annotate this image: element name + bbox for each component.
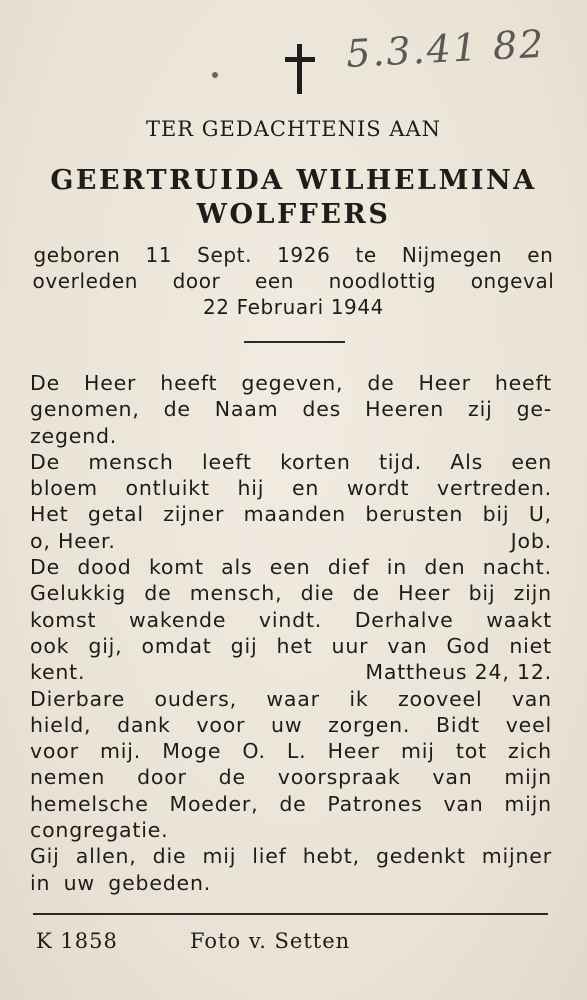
verse-line (30, 764, 552, 790)
verse-word: lief (252, 844, 287, 869)
birth-line (34, 242, 554, 268)
verse-line (30, 633, 552, 659)
verse-word: mensch (88, 449, 174, 474)
verse-word: gij (230, 633, 258, 658)
verse-word: genomen, (30, 397, 140, 422)
verse-word: mij (202, 844, 237, 869)
verse-word: Heer (84, 371, 137, 395)
verse-line (30, 396, 552, 422)
verse-word: ontluikt (125, 476, 210, 501)
verse-word: nemen (30, 765, 106, 790)
verse-word: mensch, (189, 581, 283, 606)
verse-word: de (352, 581, 380, 606)
verse-word: bij (468, 581, 496, 606)
verse-word: mijner (481, 844, 552, 869)
handwritten-date: 5.3.41 82 (345, 21, 547, 76)
verse-word: Moge (162, 739, 222, 764)
verse-line (30, 659, 552, 685)
verse-word: maanden (243, 502, 346, 527)
verse-line (30, 423, 552, 449)
verse-word: hield, (30, 712, 92, 737)
verse-word: zijn (513, 581, 552, 606)
verse-word: Bidt (435, 712, 480, 737)
verse-word: Heer (418, 371, 471, 395)
verse-word: tot (455, 739, 487, 764)
verse-word: zegend. (30, 423, 118, 448)
verse-line (30, 501, 552, 527)
verse-word: vertreden. (437, 476, 552, 501)
photo-credit: Foto v. Setten (190, 929, 351, 953)
verse-word: des (302, 397, 342, 422)
verse-word: voor (30, 739, 79, 764)
footer-rule (33, 913, 548, 915)
verse-word: Gelukkig (30, 581, 127, 606)
verse-word: korten (280, 449, 351, 474)
verse-word: mijn (504, 791, 552, 816)
verse-word: Derhalve (354, 607, 454, 632)
verse-word: van (432, 765, 473, 790)
verse-word: hemelsche (30, 791, 149, 816)
verse-word: ik (349, 686, 369, 711)
verse-word: dood (77, 555, 132, 580)
birth-word: ongeval (470, 269, 555, 293)
verse-word: zij (468, 397, 493, 422)
verse-word: die (300, 581, 335, 606)
birth-word: overleden (32, 269, 139, 293)
verse-word: komst (30, 607, 97, 632)
verse-word: Het (30, 502, 69, 527)
birth-line: 22 Februari 1944 (202, 295, 384, 319)
verse-word: de (367, 371, 395, 395)
birth-word: geboren (33, 243, 121, 267)
verse-word: mijn (504, 765, 552, 790)
verse-line (30, 528, 552, 554)
verse-word: die (152, 844, 187, 869)
verse-line (30, 843, 552, 869)
verse-word: de (279, 791, 307, 816)
verse-word: O. (242, 739, 266, 764)
birth-word: en (527, 243, 554, 267)
verse-word: ouders, (154, 686, 237, 711)
verse-word: bloem (30, 476, 98, 501)
verse-word: niet (509, 633, 552, 658)
verse-line (30, 817, 552, 843)
verse-segment: o, Heer. (30, 528, 116, 553)
verse-word: zooveel (397, 686, 483, 711)
verse-word: vindt. (258, 607, 323, 632)
verse-word: ook (30, 633, 70, 658)
verse-word: gedenkt (375, 844, 466, 869)
verse-line (30, 686, 552, 712)
verse-word: De (30, 555, 60, 580)
verse-word: van (511, 686, 552, 711)
verse-segment: Mattheus 24, 12. (365, 660, 552, 685)
verse-word: mij (401, 739, 435, 764)
verse-word: het (276, 633, 313, 658)
verse-word: Moeder, (169, 791, 259, 816)
card-number: K 1858 (36, 929, 118, 953)
verse-word: uw (63, 870, 103, 895)
verse-word: de (163, 397, 191, 422)
verse-segment: Job. (510, 528, 552, 553)
verse-word: komt (148, 555, 204, 580)
verse-word: gegeven, (241, 371, 344, 395)
verse-word: een (269, 555, 311, 580)
verse-word: allen, (75, 844, 137, 869)
verse-word: nacht. (482, 555, 552, 580)
birth-word: te (355, 243, 377, 267)
verse-word: wordt (346, 476, 410, 501)
verse-word: van (387, 633, 428, 658)
verse-word: uw (271, 712, 303, 737)
heading: TER GEDACHTENIS AAN (145, 117, 442, 141)
verse-word: De (30, 449, 60, 474)
verse-word: hij (237, 476, 265, 501)
verse-line (30, 738, 552, 764)
verse-word: Dierbare (30, 686, 126, 711)
verse-word: dief (327, 555, 370, 580)
cross-icon (282, 44, 318, 94)
birth-word: Nijmegen (401, 243, 503, 267)
verse-word: ge- (516, 397, 552, 422)
birth-word: noodlottig (328, 269, 437, 293)
verse-word: Patrones (327, 791, 423, 816)
verse-word: zorgen. (328, 712, 411, 737)
verse-line (30, 370, 552, 396)
verse-word: de (218, 765, 246, 790)
verse-word: bij (482, 502, 510, 527)
verse-word: in (30, 870, 58, 895)
verse-word: De (30, 371, 60, 395)
verse-word: Heeren (365, 397, 445, 422)
verse-word: heeft (494, 371, 552, 395)
verse-word: leeft (201, 449, 252, 474)
verse-word: en (291, 476, 320, 501)
verse-word: U, (528, 502, 552, 527)
verse-word: zijner (163, 502, 225, 527)
verse-word: mij. (99, 739, 142, 764)
verse-line (30, 791, 552, 817)
verse-line (30, 712, 552, 738)
verse-segment: kent. (30, 660, 86, 685)
verse-word: waakt (486, 607, 552, 632)
verse-word: in (386, 555, 408, 580)
verse-word: God (446, 633, 491, 658)
verse-word: hebt, (302, 844, 360, 869)
verse-word: Als (450, 449, 484, 474)
verse-word: waar (266, 686, 320, 711)
verse-word: Naam (214, 397, 279, 422)
verse-word: gebeden. (108, 870, 212, 895)
birth-word: door (172, 269, 221, 293)
verse-text (30, 370, 552, 896)
verse-word: voorspraak (277, 765, 401, 790)
verse-word: van (443, 791, 484, 816)
verse-word: door (137, 765, 187, 790)
verse-word: berusten (365, 502, 464, 527)
name-line-1: GEERTRUIDA WILHELMINA (50, 165, 537, 196)
verse-word: den (424, 555, 466, 580)
verse-word: als (221, 555, 253, 580)
verse-word: Gij (30, 844, 60, 869)
verse-line (30, 475, 552, 501)
verse-word: Heer (327, 739, 380, 764)
verse-word: voor (196, 712, 246, 737)
birth-line (33, 268, 555, 294)
verse-word: veel (505, 712, 552, 737)
verse-word: dank (117, 712, 171, 737)
verse-word: gij, (88, 633, 123, 658)
verse-line (30, 870, 552, 896)
verse-word: zich (508, 739, 552, 764)
verse-word: getal (87, 502, 144, 527)
verse-word: tijd. (378, 449, 422, 474)
verse-word: omdat (141, 633, 212, 658)
birth-word: 11 (145, 243, 173, 267)
verse-word: congregatie. (30, 818, 169, 843)
verse-word: heeft (160, 371, 218, 395)
verse-line (30, 607, 552, 633)
verse-word: Heer (398, 581, 451, 606)
verse-word: uur (331, 633, 369, 658)
birth-word: een (254, 269, 295, 293)
divider (244, 341, 345, 343)
verse-line (30, 580, 552, 606)
verse-word: een (511, 449, 552, 474)
verse-line (30, 449, 552, 475)
birth-word: Sept. (197, 243, 253, 267)
name-line-2: WOLFFERS (196, 199, 391, 230)
verse-word: de (144, 581, 172, 606)
verse-word: L. (286, 739, 307, 764)
verse-word: wakende (128, 607, 227, 632)
verse-line (30, 554, 552, 580)
ink-speck (212, 72, 218, 78)
birth-death-text (0, 242, 587, 320)
birth-word: 1926 (277, 243, 331, 267)
